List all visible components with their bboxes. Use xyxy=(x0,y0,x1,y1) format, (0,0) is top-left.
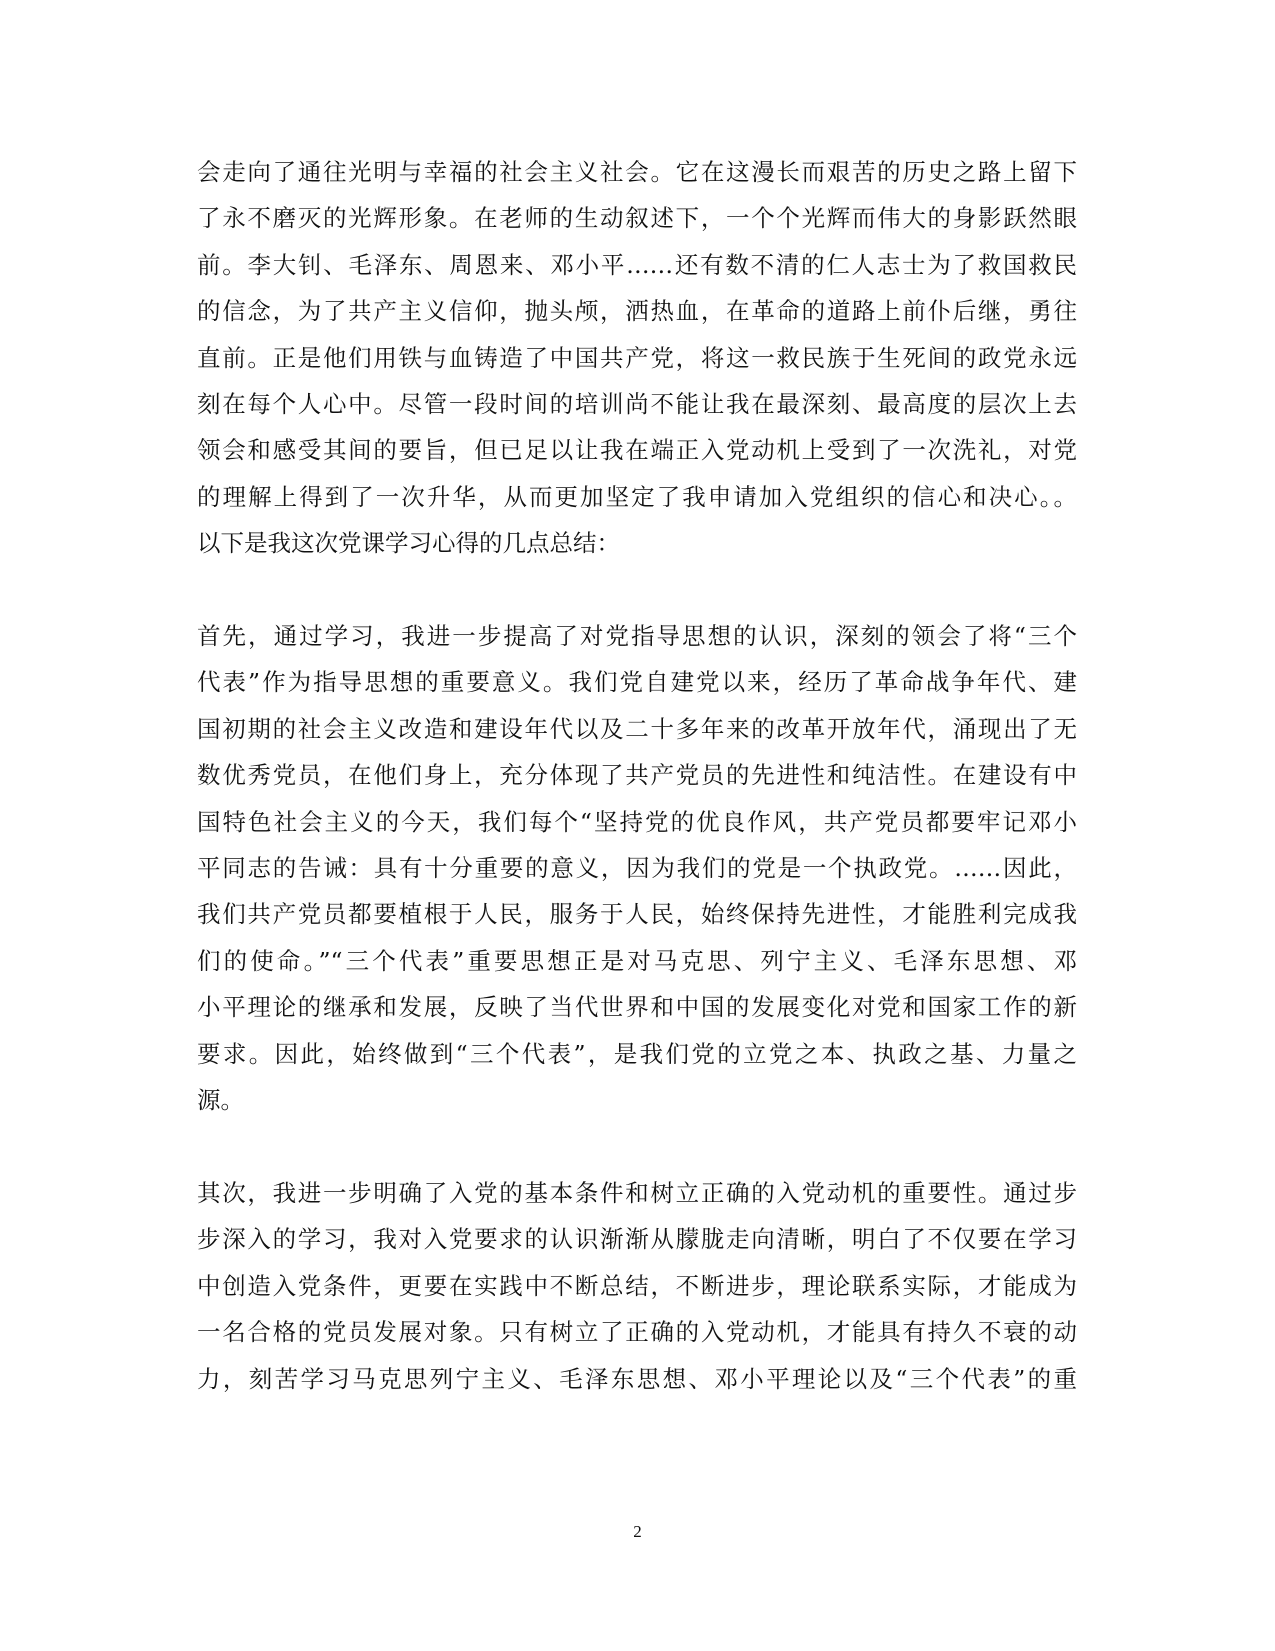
text-line: 国特色社会主义的今天，我们每个“坚持党的优良作风，共产党员都要牢记邓小 xyxy=(197,808,1077,836)
text-line: 小平理论的继承和发展，反映了当代世界和中国的发展变化对党和国家工作的新 xyxy=(197,993,1077,1021)
text-line: 平同志的告诫：具有十分重要的意义，因为我们的党是一个执政党。……因此， xyxy=(197,854,1077,882)
text-line: 力，刻苦学习马克思列宁主义、毛泽东思想、邓小平理论以及“三个代表”的重 xyxy=(197,1365,1077,1393)
text-line: 领会和感受其间的要旨，但已足以让我在端正入党动机上受到了一次洗礼，对党 xyxy=(197,436,1077,464)
text-line: 前。李大钊、毛泽东、周恩来、邓小平……还有数不清的仁人志士为了救国救民 xyxy=(197,251,1077,279)
text-line: 代表”作为指导思想的重要意义。我们党自建党以来，经历了革命战争年代、建 xyxy=(197,668,1077,696)
text-line: 国初期的社会主义改造和建设年代以及二十多年来的改革开放年代，涌现出了无 xyxy=(197,715,1077,743)
text-line: 要求。因此，始终做到“三个代表”，是我们党的立党之本、执政之基、力量之 xyxy=(197,1040,1077,1068)
text-line: 中创造入党条件，更要在实践中不断总结，不断进步，理论联系实际，才能成为 xyxy=(197,1272,1077,1300)
text-line: 会走向了通往光明与幸福的社会主义社会。它在这漫长而艰苦的历史之路上留下 xyxy=(197,158,1077,186)
text-line: 刻在每个人心中。尽管一段时间的培训尚不能让我在最深刻、最高度的层次上去 xyxy=(197,390,1077,418)
text-line: 直前。正是他们用铁与血铸造了中国共产党，将这一救民族于生死间的政党永远 xyxy=(197,344,1077,372)
text-line: 步深入的学习，我对入党要求的认识渐渐从朦胧走向清晰，明白了不仅要在学习 xyxy=(197,1225,1077,1253)
text-line: 源。 xyxy=(197,1086,244,1114)
text-line: 的理解上得到了一次升华，从而更加坚定了我申请加入党组织的信心和决心。。 xyxy=(197,483,1077,511)
text-line: 我们共产党员都要植根于人民，服务于人民，始终保持先进性，才能胜利完成我 xyxy=(197,900,1077,928)
text-line: 首先，通过学习，我进一步提高了对党指导思想的认识，深刻的领会了将“三个 xyxy=(197,622,1077,650)
text-line: 以下是我这次党课学习心得的几点总结： xyxy=(197,529,620,557)
text-line: 了永不磨灭的光辉形象。在老师的生动叙述下，一个个光辉而伟大的身影跃然眼 xyxy=(197,204,1077,232)
text-line: 数优秀党员，在他们身上，充分体现了共产党员的先进性和纯洁性。在建设有中 xyxy=(197,761,1077,789)
text-line: 一名合格的党员发展对象。只有树立了正确的入党动机，才能具有持久不衰的动 xyxy=(197,1318,1077,1346)
text-line: 的信念，为了共产主义信仰，抛头颅，洒热血，在革命的道路上前仆后继，勇往 xyxy=(197,297,1077,325)
text-line: 其次，我进一步明确了入党的基本条件和树立正确的入党动机的重要性。通过步 xyxy=(197,1179,1077,1207)
text-line: 们的使命。”“三个代表”重要思想正是对马克思、列宁主义、毛泽东思想、邓 xyxy=(197,947,1077,975)
page-number: 2 xyxy=(633,1522,642,1541)
